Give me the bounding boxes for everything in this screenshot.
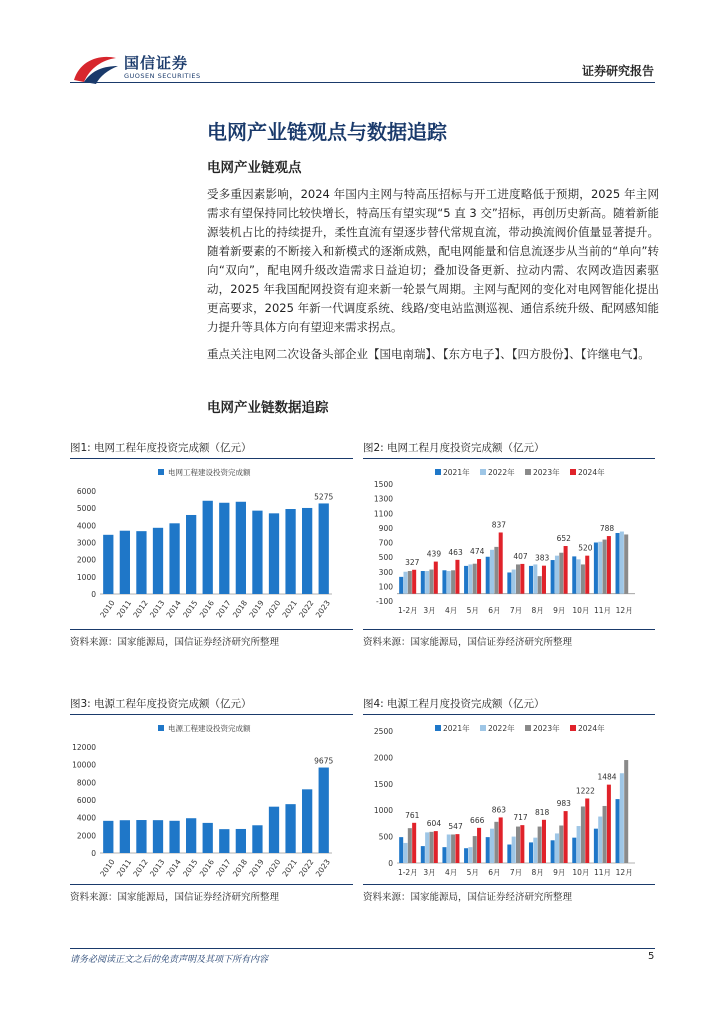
bar [512,837,516,863]
bar [581,564,585,593]
y-tick-label: 3000 [76,538,96,548]
legend-label: 2022年 [488,724,515,733]
legend-swatch [570,469,576,475]
bar [120,531,130,594]
bar [494,822,498,863]
x-tick-label: 2013 [148,598,167,620]
y-tick-label: 0 [91,590,96,599]
bar [399,577,403,594]
bar [555,556,559,594]
bar [120,820,130,853]
data-label: 463 [448,547,463,557]
bar [252,511,262,594]
bar [451,834,455,863]
x-tick-label: 9月 [553,606,566,615]
bar [447,834,451,863]
bar [477,559,481,594]
x-tick-label: 2010 [98,857,117,879]
x-tick-label: 2019 [247,598,266,620]
data-label: 5275 [314,492,334,502]
data-label: 666 [470,815,485,825]
legend-swatch [570,725,576,731]
x-tick-label: 8月 [531,868,544,877]
x-tick-label: 10月 [572,868,590,877]
bar [529,842,533,863]
x-tick-label: 12月 [615,868,633,877]
bar [399,837,403,863]
bar [624,760,628,863]
data-label: 761 [405,810,420,820]
bar [520,564,524,594]
bar [219,829,229,853]
y-tick-label: 12000 [72,743,96,752]
bar [598,542,602,594]
bar [533,564,537,593]
legend-swatch [525,469,531,475]
y-tick-label: 100 [378,582,393,592]
bar [572,838,576,863]
y-tick-label: 900 [378,523,393,533]
bar [421,571,425,594]
figure1-title: 图1: 电网工程年度投资完成额（亿元） [70,442,252,454]
bar [403,572,407,594]
x-tick-label: 5月 [466,868,479,877]
data-label: 983 [556,799,571,809]
x-tick-label: 2014 [164,857,183,879]
bar [269,807,279,853]
legend-label: 2023年 [533,468,560,477]
chart-grid-investment-annual [70,462,353,627]
data-label: 818 [534,807,550,817]
bar [425,571,429,594]
x-tick-label: 2010 [98,598,117,620]
section-title-viewpoints: 电网产业链观点 [207,160,302,176]
x-tick-label: 1-2月 [397,868,418,877]
y-tick-label: 2500 [373,727,393,736]
figure3-bottom-rule [70,884,353,885]
bar [403,843,407,863]
figure3-title: 图3: 电源工程年度投资完成额（亿元） [70,698,252,710]
document-type: 证券研究报告 [581,64,654,78]
legend-swatch [435,469,441,475]
bar [538,827,542,863]
data-label: 407 [513,551,528,561]
data-label: 604 [426,819,442,829]
bar [564,546,568,594]
x-tick-label: 2012 [131,598,150,620]
legend-swatch [480,725,486,731]
bar [434,562,438,594]
bar [186,818,196,853]
bar [542,566,546,594]
bar [186,515,196,594]
x-tick-label: 4月 [444,868,458,877]
legend-label: 2022年 [488,468,515,477]
legend-label: 2023年 [533,724,560,733]
x-tick-label: 5月 [466,606,479,615]
bar [302,789,312,853]
y-tick-label: 1500 [373,779,393,789]
bar [520,825,524,863]
x-tick-label: 2017 [214,598,233,620]
figure2-bottom-rule [363,629,655,630]
bar [577,559,581,593]
legend-swatch [435,725,441,731]
bar [468,847,472,863]
bar [408,828,412,863]
bar [616,799,620,863]
chart-grid-investment-monthly [363,462,655,627]
y-tick-label: 1100 [373,509,393,519]
bar [551,840,555,863]
bar [603,806,607,863]
x-tick-label: 2017 [214,857,233,879]
bar [551,560,555,594]
bar [607,785,611,863]
x-tick-label: 2019 [247,857,266,879]
legend-swatch [158,469,164,475]
bar [136,820,146,853]
y-tick-label: 2000 [373,753,393,763]
data-label: 717 [513,813,528,823]
x-tick-label: 2023 [313,857,333,879]
logo-text-en: GUOSEN SECURITIES [124,72,201,80]
x-tick-label: 2020 [264,598,283,620]
x-tick-label: 7月 [509,868,523,877]
bar [598,817,602,863]
x-tick-label: 2015 [181,598,200,620]
bar [585,798,589,863]
figure1-bottom-rule [70,629,353,630]
bar [425,832,429,863]
chart-power-investment-monthly [363,718,655,883]
y-tick-label: -100 [375,597,393,606]
bar [169,523,179,594]
y-tick-label: 0 [91,849,96,858]
x-tick-label: 2015 [181,857,200,879]
bar [285,804,295,853]
bar [516,564,520,593]
bar [455,834,459,863]
bar [103,535,113,594]
x-tick-label: 2012 [131,857,150,879]
y-tick-label: 4000 [76,813,96,823]
bar [408,571,412,594]
y-tick-label: 500 [378,832,393,842]
legend-label: 2024年 [578,724,605,733]
legend-swatch [480,469,486,475]
bar [203,501,213,594]
data-label: 1484 [597,772,617,782]
bar [542,820,546,863]
y-tick-label: 700 [378,538,393,548]
data-label: 327 [405,557,420,567]
bar [319,503,329,594]
bar [429,570,433,594]
data-label: 863 [491,805,507,815]
bar [507,845,511,863]
bar [555,833,559,863]
bar [153,820,163,853]
bar [412,570,416,594]
x-tick-label: 2018 [230,598,250,620]
bar [499,817,503,863]
bar [564,811,568,863]
bar [490,550,494,594]
bar [486,837,490,863]
figure3-source: 资料来源：国家能源局，国信证券经济研究所整理 [70,892,280,903]
x-tick-label: 2021 [280,598,299,620]
y-tick-label: 6000 [76,487,96,496]
data-label: 439 [426,549,442,559]
data-label: 474 [470,547,485,557]
x-tick-label: 2023 [313,598,333,620]
figure1-source: 资料来源：国家能源局，国信证券经济研究所整理 [70,637,280,648]
x-tick-label: 2020 [264,857,283,879]
guosen-logo [70,50,210,90]
bar [136,531,146,594]
y-tick-label: 1000 [373,806,393,816]
x-tick-label: 2016 [197,857,217,879]
y-tick-label: 300 [378,567,393,577]
bar [512,570,516,594]
legend-swatch [525,725,531,731]
legend-label: 2021年 [443,468,470,477]
bar [477,828,481,863]
bar [620,532,624,594]
bar [219,503,229,594]
x-tick-label: 2018 [230,857,250,879]
bar [319,768,329,853]
bar [203,823,213,853]
bar [464,566,468,594]
legend-label: 2024年 [578,468,605,477]
x-tick-label: 2016 [197,598,217,620]
figure2-source: 资料来源：国家能源局，国信证券经济研究所整理 [363,637,573,648]
bar [442,570,446,593]
bar [624,534,628,593]
x-tick-label: 6月 [488,868,501,877]
bar [620,773,624,863]
x-tick-label: 2011 [114,598,134,620]
chart-power-investment-annual [70,718,353,883]
guosen-logo-icon [70,50,122,86]
bar [153,528,163,594]
x-tick-label: 4月 [444,606,458,615]
y-tick-label: 2000 [76,555,96,565]
y-tick-label: 2000 [76,831,96,841]
bar [302,508,312,594]
legend-swatch [158,725,164,731]
data-label: 547 [448,822,463,832]
figure4-rule [363,714,655,715]
figure4-bottom-rule [363,884,655,885]
data-label: 788 [599,524,615,534]
data-label: 520 [578,543,593,553]
figure4-title: 图4: 电源工程月度投资完成额（亿元） [363,698,545,710]
bar [473,564,477,594]
bar [473,836,477,863]
x-tick-label: 11月 [594,606,612,615]
bar [494,547,498,594]
x-tick-label: 2014 [164,598,183,620]
bar [529,566,533,594]
x-tick-label: 2011 [114,857,134,879]
legend-label: 电网工程建设投资完成额 [168,468,251,477]
focus-companies-paragraph: 重点关注电网二次设备头部企业【国电南瑞】、【东方电子】、【四方股份】、【许继电气】。 [207,347,650,361]
bar [429,832,433,863]
viewpoint-paragraph: 受多重因素影响，2024 年国内主网与特高压招标与开工进度略低于预期，2025 年主网需求有望保持同比较快增长，特高压有望实现“5 直 3 交”招标，再创历史新高。随着新能源装机占比的持续提升，柔性直流有望逐步替代常规直流，带动换流阀价值量显著提升。随着新要素的不断接入和新模式的逐渐成熟，配电网能量和信息流逐步从当前的“单向”转向“双向”，配电网升级改造需求日益迫切；叠加设备更新、拉动内需、农网改造因素驱动，2025 年我国配网投资有迎来新一轮景气周期。主网与配网的变化对电网智能化提出更高要求，2025 年新一代调度系统、线路/变电站监测巡视、通信系统升级、配网感知能力提升等具体方向有望迎来需求拐点。 [207,187,659,334]
data-label: 837 [491,520,507,530]
bar [442,847,446,863]
bar [559,826,563,863]
x-tick-label: 2021 [280,857,299,879]
y-tick-label: 1500 [373,480,393,489]
bar [468,564,472,593]
bar [607,536,611,594]
bar [464,848,468,863]
y-tick-label: 1300 [373,494,393,504]
y-tick-label: 500 [378,553,393,563]
figure2-rule [363,458,655,459]
bar [577,826,581,863]
bar [507,572,511,593]
bar [490,829,494,863]
data-label: 383 [534,553,550,563]
bar [533,838,537,863]
y-tick-label: 0 [388,859,393,868]
bar [236,829,246,853]
x-tick-label: 2022 [297,598,316,620]
bar [594,829,598,863]
section-title-data-tracking: 电网产业链数据追踪 [207,400,329,416]
bar [451,570,455,593]
figure2-title: 图2: 电网工程月度投资完成额（亿元） [363,442,545,454]
footer-divider [70,948,655,949]
x-tick-label: 7月 [509,606,523,615]
figure3-rule [70,714,353,715]
bar [285,509,295,594]
bar [559,553,563,594]
bar [447,571,451,594]
x-tick-label: 11月 [594,868,612,877]
x-tick-label: 2013 [148,857,167,879]
x-tick-label: 3月 [423,606,436,615]
legend-label: 电源工程建设投资完成额 [168,724,251,733]
y-tick-label: 4000 [76,521,96,531]
bar [169,821,179,853]
bar [412,823,416,863]
x-tick-label: 10月 [572,606,590,615]
figure4-source: 资料来源：国家能源局，国信证券经济研究所整理 [363,892,573,903]
x-tick-label: 6月 [488,606,501,615]
x-tick-label: 12月 [615,606,633,615]
bar [516,827,520,863]
header-divider [70,82,655,83]
figure1-rule [70,458,353,459]
page-title: 电网产业链观点与数据追踪 [207,120,447,144]
disclaimer-note: 请务必阅读正文之后的免责声明及其项下所有内容 [70,955,269,965]
bar [585,556,589,594]
bar [103,821,113,853]
bar [455,560,459,594]
x-tick-label: 8月 [531,606,544,615]
bar [572,556,576,593]
page-number: 5 [648,951,655,962]
y-tick-label: 6000 [76,796,96,805]
x-tick-label: 1-2月 [397,606,418,615]
y-tick-label: 10000 [72,760,96,770]
bar [594,543,598,594]
data-label: 1222 [575,786,595,796]
y-tick-label: 8000 [76,778,96,788]
bar [434,831,438,863]
bar [486,557,490,594]
data-label: 652 [556,534,571,544]
x-tick-label: 9月 [553,868,566,877]
y-tick-label: 1000 [76,572,96,582]
y-tick-label: 5000 [76,504,96,514]
bar [603,540,607,594]
bar [499,532,503,593]
logo-text-cn: 国信证券 [124,54,189,72]
legend-label: 2021年 [443,724,470,733]
bar [236,502,246,594]
x-tick-label: 2022 [297,857,316,879]
bar [269,513,279,594]
bar [616,533,620,594]
bar [581,807,585,863]
bar [252,825,262,853]
bar [421,846,425,863]
bar [538,576,542,594]
x-tick-label: 3月 [423,868,436,877]
data-label: 9675 [314,756,334,766]
